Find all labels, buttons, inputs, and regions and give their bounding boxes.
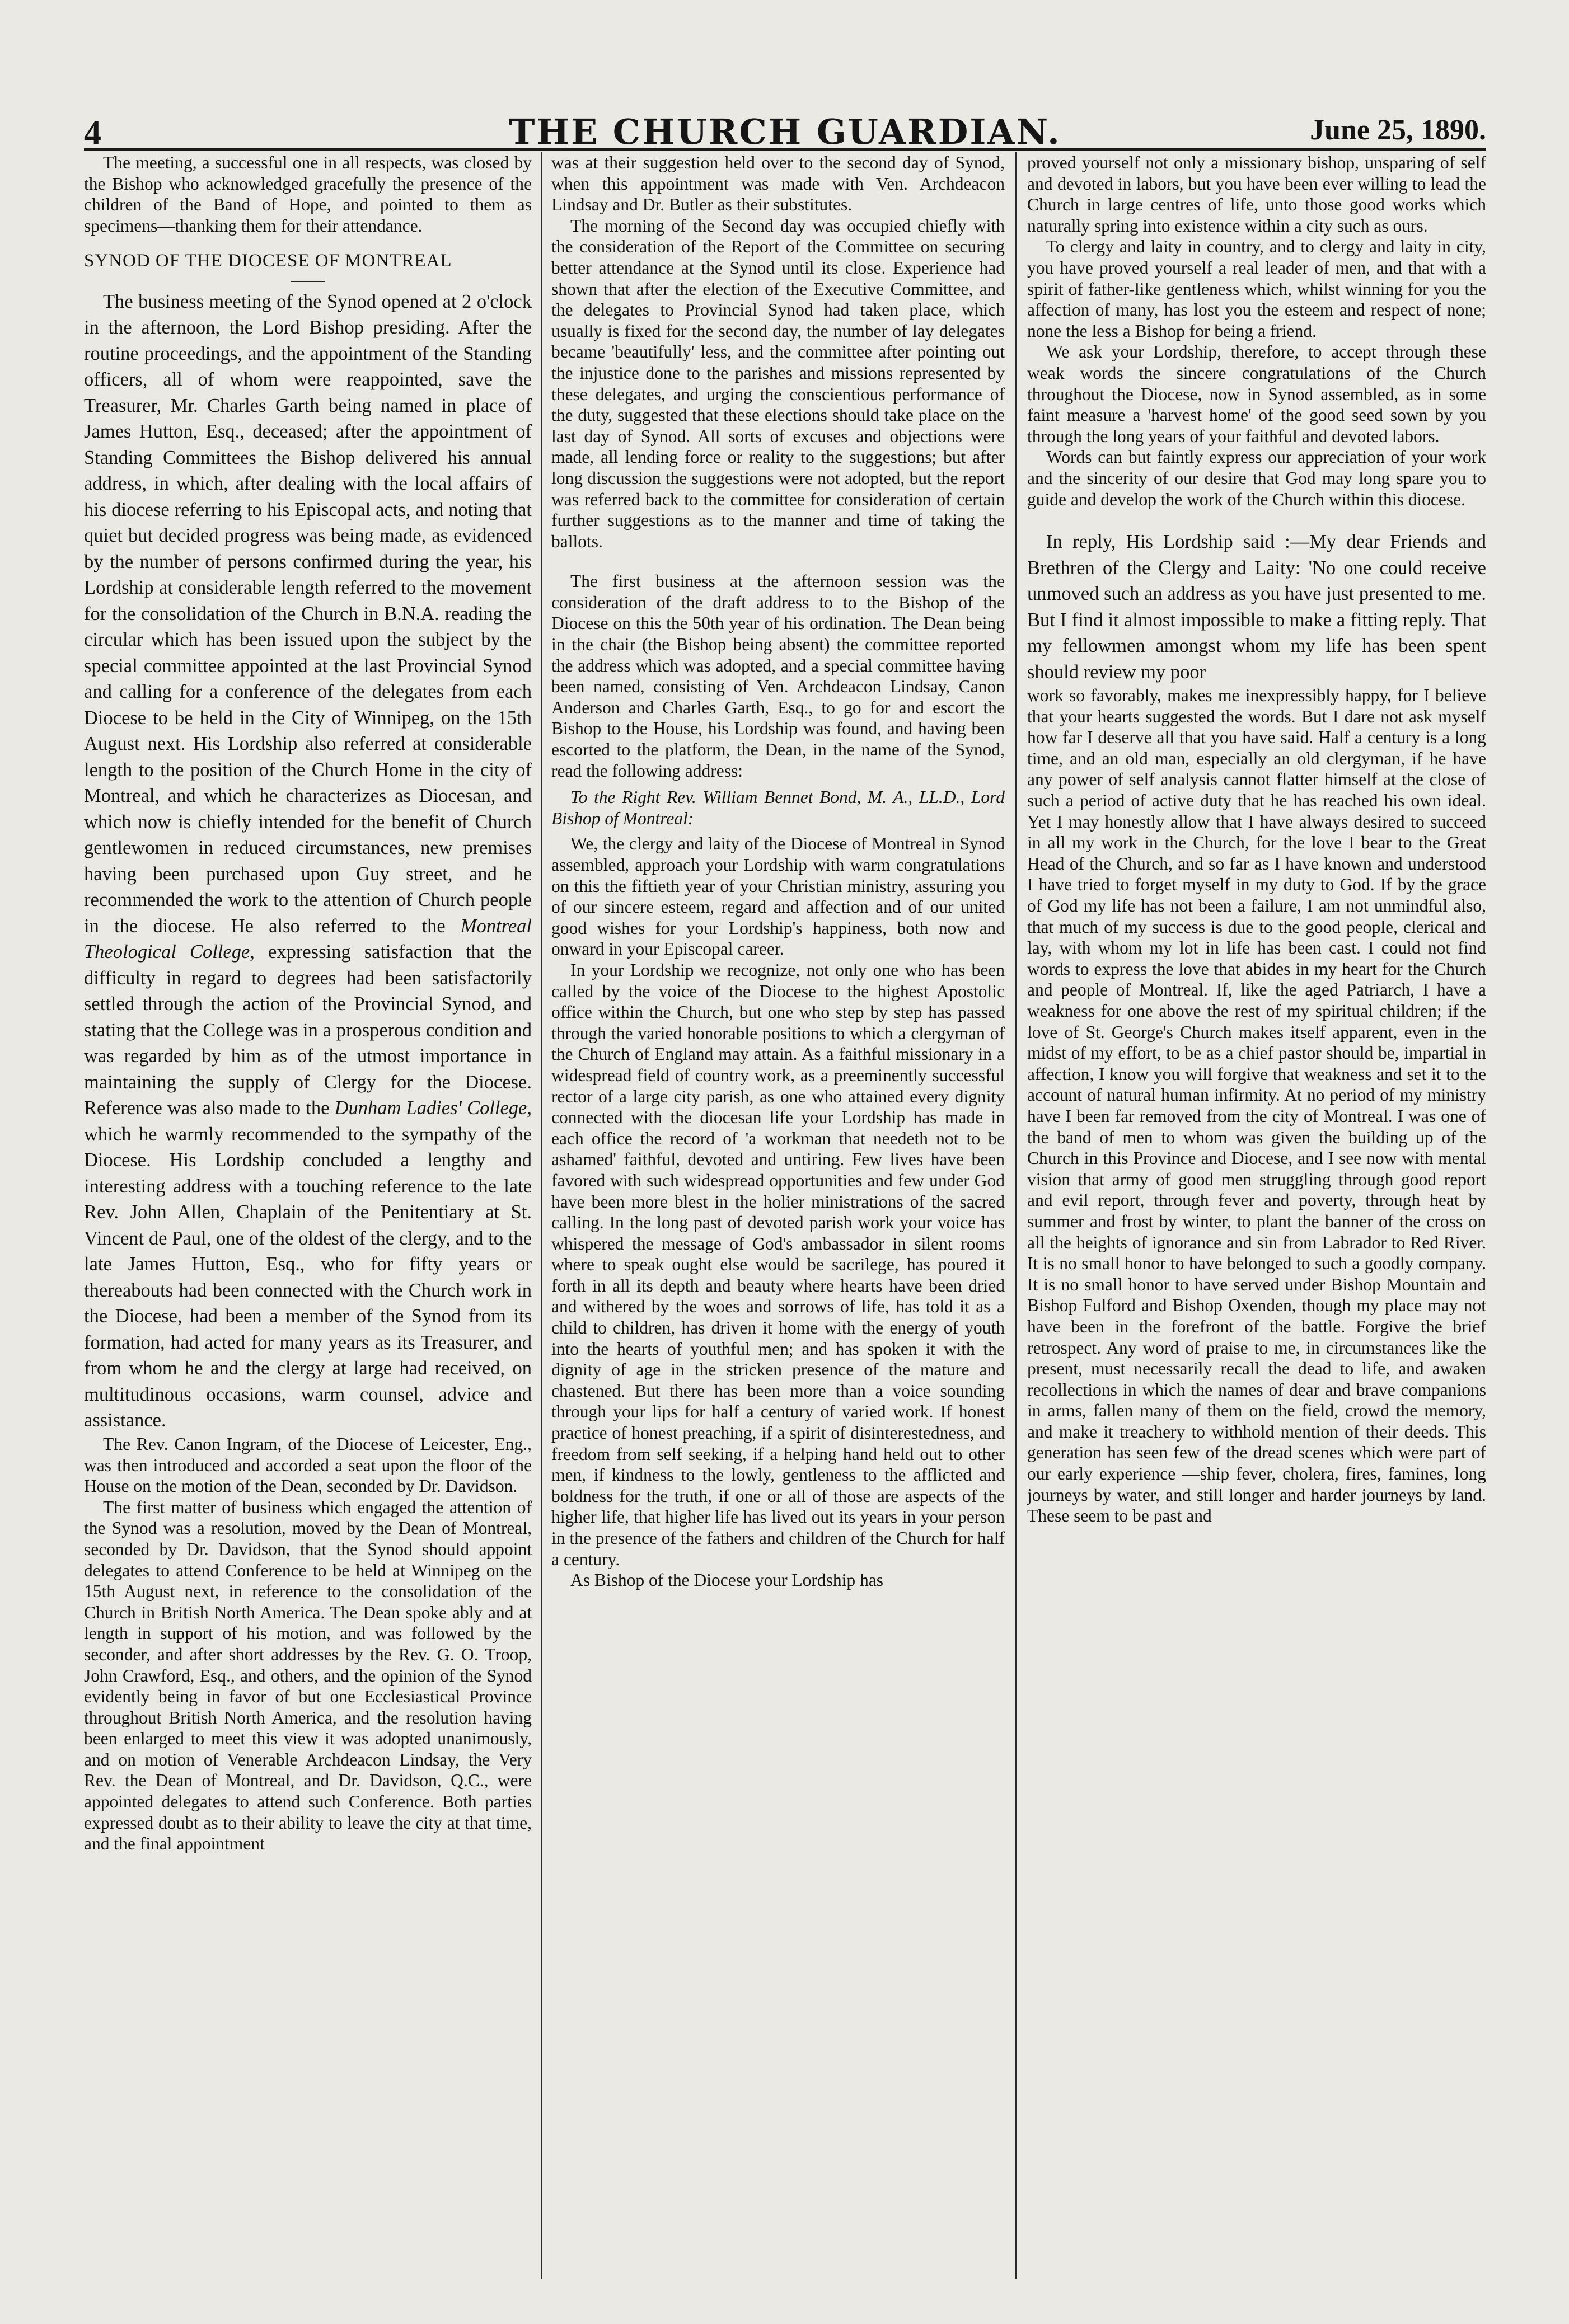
column-rule	[1015, 152, 1017, 2279]
paragraph-recognize: In your Lordship we recognize, not only one who has been called by the voice of the Diocese to the highest Apostolic office within the Church, but one who step by step has passed through the varied honorable positions to which a clergyman of the Church of England may attain. As a faithful missionary in a widespread field of country work, as a preeminently successful rector of a large city parish, as one who attained every dignity connected with the diocesan life your Lordship has made in each office the record of 'a workman that needeth not to be ashamed' faithful, devoted and untiring. Few lives have been favored with such widespread opportunities and few under God have been more blest in the holier ministrations of the sacred calling. In the long past of devoted parish work your voice has whispered the message of God's ambassador in silent rooms where to speak ought else would be sacrilege, has poured it forth in all its depth and beauty where hearts have been dried and withered by the woes and sorrows of life, has told it as a child to children, has driven it home with the energy of youth into the hearts of youthful men; and has spoken it with the dignity of age in the stricken presence of the mature and chastened. But there has been more than a voice sounding through your lips for half a century of varied work. If honest practice of honest preaching, if a spirit of disinterestedness, and freedom from self seeking, if a helping hand held out to other men, if kindness to the lowly, gentleness to the afflicted and boldness for the truth, if one or all of those are aspects of the higher life, that higher life has lived out its years in your person in the presence of the fathers and children of the Church for half a century.	[551, 960, 1005, 1569]
paragraph-business	[84, 289, 532, 1434]
paragraph-first-matter: The first matter of business which engaged the attention of the Synod was a resolution, moved by the Dean of Montreal, seconded by Dr. Davidson, that the Synod should appoint delegates to attend Conference to be held at Winnipeg on the 15th August next, in reference to the consolidation of the Church in British North America. The Dean spoke ably and at length in support of his motion, and was followed by the seconder, and after short addresses by the Rev. G. O. Troop, John Crawford, Esq., and others, and the opinion of the Synod evidently being in favor of but one Ecclesiastical Province throughout British North America, and the resolution having been enlarged to meet this view it was adopted unanimously, and on motion of Venerable Archdeacon Lindsay, the Very Rev. the Dean of Montreal, and Dr. Davidson, Q.C., were appointed delegates to attend such Conference. Both parties expressed doubt as to their ability to leave the city at that time, and the final appointment	[84, 1497, 532, 1854]
text-run: which he warmly recommended to the sympathy of the Diocese. His Lordship concluded a lengthy and interesting address with a touching reference to the late Rev. John Allen, Chaplain of the Penitentiary at St. Vincent de Paul, one of the oldest of the clergy, and to the late James Hutton, Esq., who for fifty years or thereabouts had been connected with the Church work in the Diocese, had been a member of the Synod from its formation, had acted for many years as its Treasurer, and from whom he and the clergy at large had received, on multitudinous occasions, warm counsel, advice and assistance.	[84, 1123, 532, 1431]
college-name: Montreal Theological College,	[84, 915, 532, 963]
paragraph-reply-opening: In reply, His Lordship said :—My dear Friends and Brethren of the Clergy and Laity: 'No one could receive unmoved such an address as you have just presented to me. But I find it almost impossible to make a fitting reply. That my fellowmen amongst whom my life has been spent should review my poor	[1027, 531, 1486, 683]
page-number: 4	[84, 114, 101, 152]
college-name: Dunham Ladies' College,	[334, 1097, 532, 1119]
text-run: expressing satisfaction that the difficulty in regard to degrees had been satisfactorily settled through the action of the Provincial Synod, and stating that the College was in a prosperous condition and was regarded by him as of the utmost importance in maintaining the supply of Clergy for the Diocese. Reference was also made to the	[84, 941, 532, 1119]
paragraph-clergy-laity: To clergy and laity in country, and to clergy and laity in city, you have proved yourself a real leader of men, and that with a spirit of father-like gentleness which, whilst winning for you the affection of many, has lost you the esteem and respect of none; none the less a Bishop for being a friend.	[1027, 237, 1486, 341]
text-run: The business meeting of the Synod opened at 2 o'clock in the afternoon, the Lord Bishop presiding. After the routine proceedings, and the appointment of the Standing officers, all of whom were reappointed, save the Treasurer, Mr. Charles Garth being named in place of James Hutton, Esq., deceased; after the appointment of Standing Committees the Bishop delivered his annual address, in which, after dealing with the local affairs of his diocese referring to his Episcopal acts, and noting that quiet but decided progress was being made, as evidenced by the number of persons confirmed during the year, his Lordship at considerable length referred to the movement for the consolidation of the Church in B.N.A. reading the circular which has been issued upon the subject by the special committee appointed at the last Provincial Synod and calling for a conference of the delegates from each Diocese to be held in the City of Winnipeg, on the 15th August next. His Lordship also referred at considerable length to the position of the Church Home in the city of Montreal, and which he characterizes as Diocesan, and which now is chiefly intended for the benefit of Church gentlewomen in reduced circumstances, new premises having been purchased upon Guy street, and he recommended the work to the attention of Church people in the diocese. He also referred to the	[84, 290, 532, 937]
column-2	[551, 152, 1005, 2290]
paragraph-words: Words can but faintly express our appreciation of your work and the sincerity of our desire that God may long spare you to guide and develop the work of the Church within this diocese.	[1027, 447, 1486, 509]
newspaper-title: THE CHURCH GUARDIAN.	[509, 111, 1061, 152]
paragraph-continued: was at their suggestion held over to the second day of Synod, when this appointment was made with Ven. Archdeacon Lindsay and Dr. Butler as their substitutes.	[551, 153, 1005, 215]
issue-date: June 25, 1890.	[1310, 114, 1486, 146]
column-rule	[541, 152, 542, 2279]
column-3	[1027, 152, 1486, 2290]
address-salutation: To the Right Rev. William Bennet Bond, M. A., LL.D., Lord Bishop of Montreal:	[551, 787, 1005, 828]
paragraph-proved: proved yourself not only a missionary bishop, unsparing of self and devoted in labors, but you have been ever willing to lead the Church in large centres of life, unto those good works which naturally spring into existence within a city such as ours.	[1027, 153, 1486, 236]
paragraph-canon: The Rev. Canon Ingram, of the Diocese of Leicester, Eng., was then introduced and accorded a seat upon the floor of the House on the motion of the Dean, seconded by Dr. Davidson.	[84, 1434, 532, 1496]
masthead	[84, 104, 1486, 151]
paragraph-we-ask: We ask your Lordship, therefore, to accept through these weak words the sincere congratulations of the Church throughout the Diocese, now in Synod assembled, as in some faint measure a 'harvest home' of the good seed sown by you through the long years of your faithful and devoted labors.	[1027, 342, 1486, 446]
section-heading: SYNOD OF THE DIOCESE OF MONTREAL	[84, 251, 452, 271]
spacer	[551, 552, 1005, 571]
column-1	[84, 152, 532, 2290]
short-rule	[291, 281, 325, 282]
paragraph-meeting: The meeting, a successful one in all respects, was closed by the Bishop who acknowledged gracefully the presence of the children of the Band of Hope, and pointed to them as specimens—thanking them for their attendance.	[84, 153, 532, 236]
paragraph-as-bishop: As Bishop of the Diocese your Lordship has	[570, 1570, 884, 1590]
paragraph-afternoon: The first business at the afternoon session was the consideration of the draft address to to the Bishop of the Diocese on this the 50th year of his ordination. The Dean being in the chair (the Bishop being absent) the committee reported the address which was adopted, and a special committee having been named, consisting of Ven. Archdeacon Lindsay, Canon Anderson and Charles Garth, Esq., to go for and escort the Bishop to the House, his Lordship was found, and having been escorted to the platform, the Dean, in the name of the Synod, read the following address:	[551, 571, 1005, 781]
paragraph-reply: work so favorably, makes me inexpressibly happy, for I believe that your hearts suggested the words. But I dare not ask myself how far I deserve all that you have said. Half a century is a long time, and an old man, especially an old clergyman, if he have any power of self analysis cannot flatter himself at the close of such a period of active duty that he has reached his own ideal. Yet I may honestly allow that I have always desired to succeed in all my work in the Church, for the love I bear to the Great Head of the Church, and so far as I have known and understood I have tried to forget myself in my duty to God. If by the grace of God my life has not been a failure, I am not unmindful also, that much of my success is due to the good people, clerical and lay, with whom my lot in life has been cast. I could not find words to express the love that abides in my heart for the Church and people of Montreal. If, like the aged Patriarch, I have a weakness for one above the rest of my spiritual children; if the love of St. George's Church makes itself apparent, even in the midst of my effort, to be as a chief pastor should be, impartial in affection, I know you will forgive that weakness and set it to the account of natural human infirmity. At no period of my ministry have I been far removed from the city of Montreal. I was one of the band of men to whom was given the building up of the Church in this Province and Diocese, and I see now with mental vision that army of good men struggling through good report and evil report, through fever and poverty, through heat by summer and frost by winter, to plant the banner of the cross on all the heights of ignorance and sin from Labrador to Red River. It is no small honor to have belonged to such a goodly company. It is no small honor to have served under Bishop Mountain and Bishop Fulford and Bishop Oxenden, though my place may not have been in the forefront of the battle. Forgive the brief retrospect. Any word of praise to me, in circumstances like the present, must necessarily recall the dead to life, and awaken recollections in which the names of dear and brave companions in arms, fallen many of them on the field, crowd the memory, and make it treachery to withhold mention of their deeds. This generation has seen few of the dread scenes which were part of our early experience —ship fever, cholera, fires, famines, long journeys by water, and still longer and harder journeys by land. These seem to be past and	[1027, 686, 1486, 1526]
paragraph-second-day: The morning of the Second day was occupied chiefly with the consideration of the Report of the Committee on securing better attendance at the Synod until its close. Experience had shown that after the election of the Executive Committee, and the delegates to Provincial Synod had taken place, which usually is fixed for the second day, the number of lay delegates became 'beautifully' less, and the committee after pointing out the injustice done to the parishes and missions represented by these delegates, and urging the conscientious performance of the duty, suggested that these elections should take place on the last day of Synod. All sorts of excuses and objections were made, all lending force or reality to the suggestions; but after long discussion the suggestions were not adopted, but the report was referred back to the committee for consideration of certain further suggestions as to the manner and time of taking the ballots.	[551, 215, 1005, 551]
spacer	[1027, 510, 1486, 529]
paragraph-we-the-clergy: We, the clergy and laity of the Diocese of Montreal in Synod assembled, approach your Lordship with warm congratulations on this the fiftieth year of your Christian ministry, assuring you of our sincere esteem, regard and affection and of our united good wishes for your Lordship's happiness, both now and onward in your Episcopal career.	[551, 834, 1005, 959]
